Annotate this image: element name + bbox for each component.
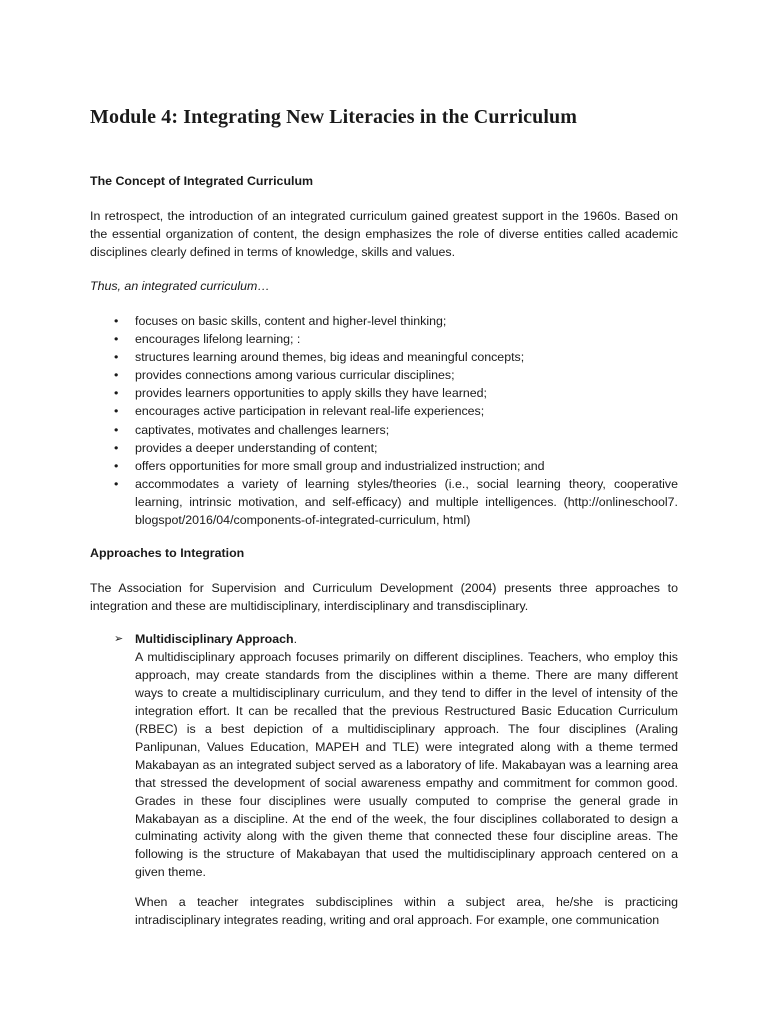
list-item xyxy=(90,366,678,384)
bullet-icon: • xyxy=(114,314,119,328)
bullet-icon: • xyxy=(114,332,119,347)
list-item-text: provides learners opportunities to apply skills they have learned; xyxy=(135,386,487,401)
integrated-curriculum-list xyxy=(90,312,678,529)
list-item-text: structures learning around themes, big ideas and meaningful concepts; xyxy=(135,350,525,365)
bullet-icon: • xyxy=(114,440,119,455)
list-item xyxy=(90,475,678,529)
arrow-bullet-icon: ➢ xyxy=(114,633,124,645)
bullet-icon: • xyxy=(114,458,119,473)
paragraph-thus: Thus, an integrated curriculum… xyxy=(90,279,270,293)
list-item-text: focuses on basic skills, content and higher-level thinking; xyxy=(135,314,447,328)
list-item xyxy=(90,402,678,420)
list-item-text: accommodates a variety of learning styles/theories (i.e., social learning theory, cooperative learning, intrinsic motivation, and self-efficacy) and multiple intelligences. (http://onlineschool7. blogspot/2016/04/components-of-integrated-curriculum, html) xyxy=(135,476,678,528)
approach-heading-text: Multidisciplinary Approach xyxy=(135,632,294,646)
list-item-text: captivates, motivates and challenges learners; xyxy=(135,422,390,437)
list-item xyxy=(90,439,678,457)
paragraph-intradisciplinary: When a teacher integrates subdisciplines within a subject area, he/she is practicing intradisciplinary integrates reading, writing and oral approach. For example, one communication xyxy=(135,895,678,927)
list-item xyxy=(90,348,678,366)
multidisciplinary-approach-block xyxy=(114,631,678,882)
bullet-icon: • xyxy=(114,350,119,365)
section-heading-approaches: Approaches to Integration xyxy=(90,546,245,560)
approach-heading-period: . xyxy=(293,632,298,646)
section-heading-integrated-curriculum: The Concept of Integrated Curriculum xyxy=(90,174,314,188)
bullet-icon: • xyxy=(114,386,119,401)
bullet-icon: • xyxy=(114,368,119,383)
list-item xyxy=(90,384,678,402)
page-title: Module 4: Integrating New Literacies in the Curriculum xyxy=(90,106,578,128)
approach-heading xyxy=(114,631,678,649)
list-item-text: encourages lifelong learning; : xyxy=(135,332,301,347)
list-item-text: provides a deeper understanding of content; xyxy=(135,440,378,455)
bullet-icon: • xyxy=(114,422,119,437)
list-item xyxy=(90,421,678,439)
list-item xyxy=(90,330,678,348)
list-item-text: encourages active participation in relevant real-life experiences; xyxy=(135,404,485,419)
paragraph-retrospect: In retrospect, the introduction of an integrated curriculum gained greatest support in the 1960s. Based on the essential organization of content, the design emphasizes the role of diverse entities called academic disciplines clearly defined in terms of knowledge, skills and values. xyxy=(90,209,678,259)
paragraph-association: The Association for Supervision and Curriculum Development (2004) presents three approaches to integration and these are multidisciplinary, interdisciplinary and transdisciplinary. xyxy=(90,581,678,613)
list-item xyxy=(90,457,678,475)
list-item-text: provides connections among various curricular disciplines; xyxy=(135,368,455,383)
list-item-text: offers opportunities for more small group and industrialized instruction; and xyxy=(135,458,545,473)
bullet-icon: • xyxy=(114,404,119,419)
approach-body: A multidisciplinary approach focuses primarily on different disciplines. Teachers, who employ this approach, may create standards from the disciplines within a theme. There are many different ways to create a multidisciplinary curriculum, and they tend to differ in the level of intensity of the integration effort. It can be recalled that the previous Restructured Basic Education Curriculum (RBEC) is a best depiction of a multidisciplinary approach. The four disciplines (Araling Panlipunan, Values Education, MAPEH and TLE) were integrated along with a theme termed Makabayan as an integrated subject served as a laboratory of life. Makabayan was a learning area that stressed the development of social awareness empathy and commitment for common good. Grades in these four disciplines were usually computed to comprise the general grade in Makabayan as a discipline. At the end of the week, the four disciplines collaborated to design a culminating activity along with the given theme that connected these four discipline areas. The following is the structure of Makabayan that used the multidisciplinary approach centered on a given theme. xyxy=(135,649,678,880)
bullet-icon: • xyxy=(114,476,119,491)
list-item xyxy=(90,312,678,330)
